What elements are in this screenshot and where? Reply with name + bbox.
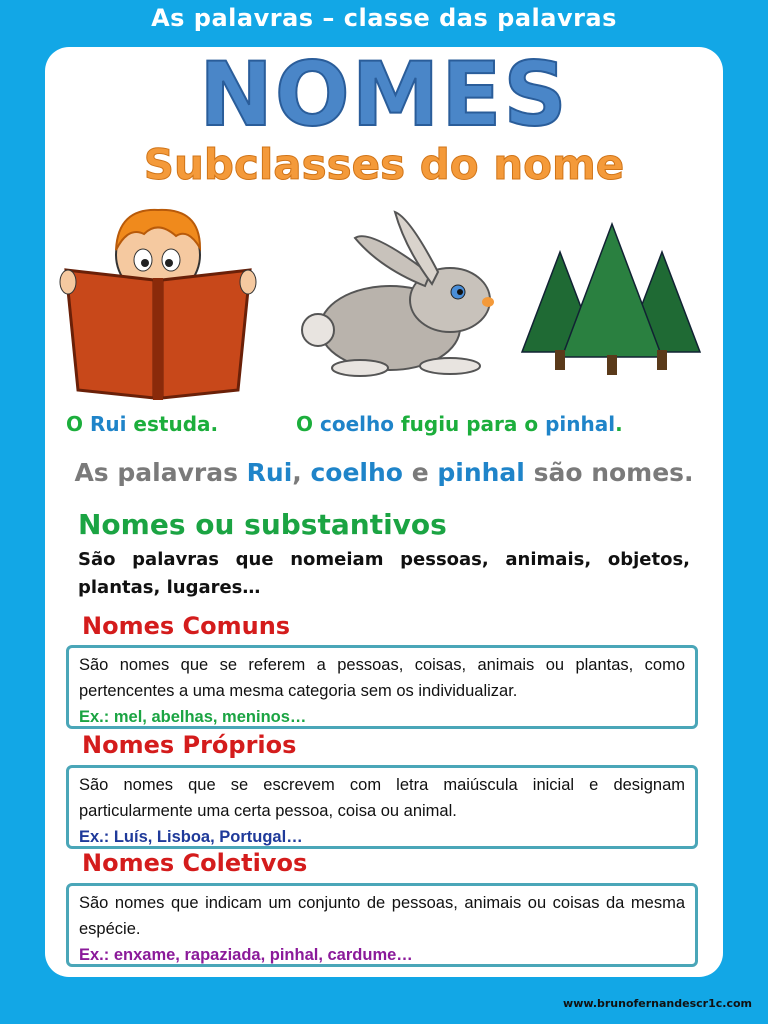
section-title-substantivos: Nomes ou substantivos <box>78 508 447 541</box>
statement-noun: pinhal <box>437 458 525 487</box>
section-title-coletivos: Nomes Coletivos <box>82 849 308 877</box>
section-box-comuns <box>66 645 698 729</box>
sentence-text: O <box>66 412 90 436</box>
statement-text: e <box>402 458 438 487</box>
boy-reading-icon <box>58 200 258 405</box>
nouns-statement <box>0 458 768 487</box>
footer-url: www.brunofernandescr1c.com <box>563 997 752 1010</box>
page-subtitle: Subclasses do nome <box>143 140 625 189</box>
section-example-proprios: Ex.: Luís, Lisboa, Portugal… <box>79 828 303 846</box>
sentence-rui <box>66 412 218 436</box>
statement-noun: coelho <box>310 458 403 487</box>
statement-text: , <box>292 458 311 487</box>
page-title: NOMES <box>199 43 569 146</box>
section-text-proprios: São nomes que se escrevem com letra maiúscula inicial e designam particularmente uma certa pessoa, coisa ou animal. <box>79 776 685 820</box>
sentence-noun: pinhal <box>545 412 616 436</box>
section-text-coletivos: São nomes que indicam um conjunto de pessoas, animais ou coisas da mesma espécie. <box>79 894 685 938</box>
sentence-text: O <box>296 412 320 436</box>
section-example-coletivos: Ex.: enxame, rapaziada, pinhal, cardume… <box>79 946 413 964</box>
section-title-comuns: Nomes Comuns <box>82 612 291 640</box>
section-title-proprios: Nomes Próprios <box>82 731 297 759</box>
statement-text: são nomes. <box>524 458 694 487</box>
statement-noun: Rui <box>246 458 293 487</box>
section-example-comuns: Ex.: mel, abelhas, meninos… <box>79 708 307 726</box>
rabbit-icon <box>300 208 510 383</box>
sentence-text: estuda. <box>126 412 219 436</box>
section-text-substantivos: São palavras que nomeiam pessoas, animais, objetos, plantas, lugares… <box>78 549 690 598</box>
section-box-proprios <box>66 765 698 849</box>
sentence-coelho <box>296 412 623 436</box>
section-text-comuns: São nomes que se referem a pessoas, coisas, animais ou plantas, como pertencentes a uma mesma categoria sem os individualizar. <box>79 656 685 700</box>
section-box-coletivos <box>66 883 698 967</box>
header-title: As palavras – classe das palavras <box>151 4 617 32</box>
pine-trees-icon <box>512 222 707 377</box>
sentence-text: . <box>615 412 623 436</box>
sentence-noun: Rui <box>89 412 127 436</box>
sentence-noun: coelho <box>319 412 394 436</box>
sentence-text: fugiu para o <box>393 412 546 436</box>
statement-text: As palavras <box>74 458 247 487</box>
